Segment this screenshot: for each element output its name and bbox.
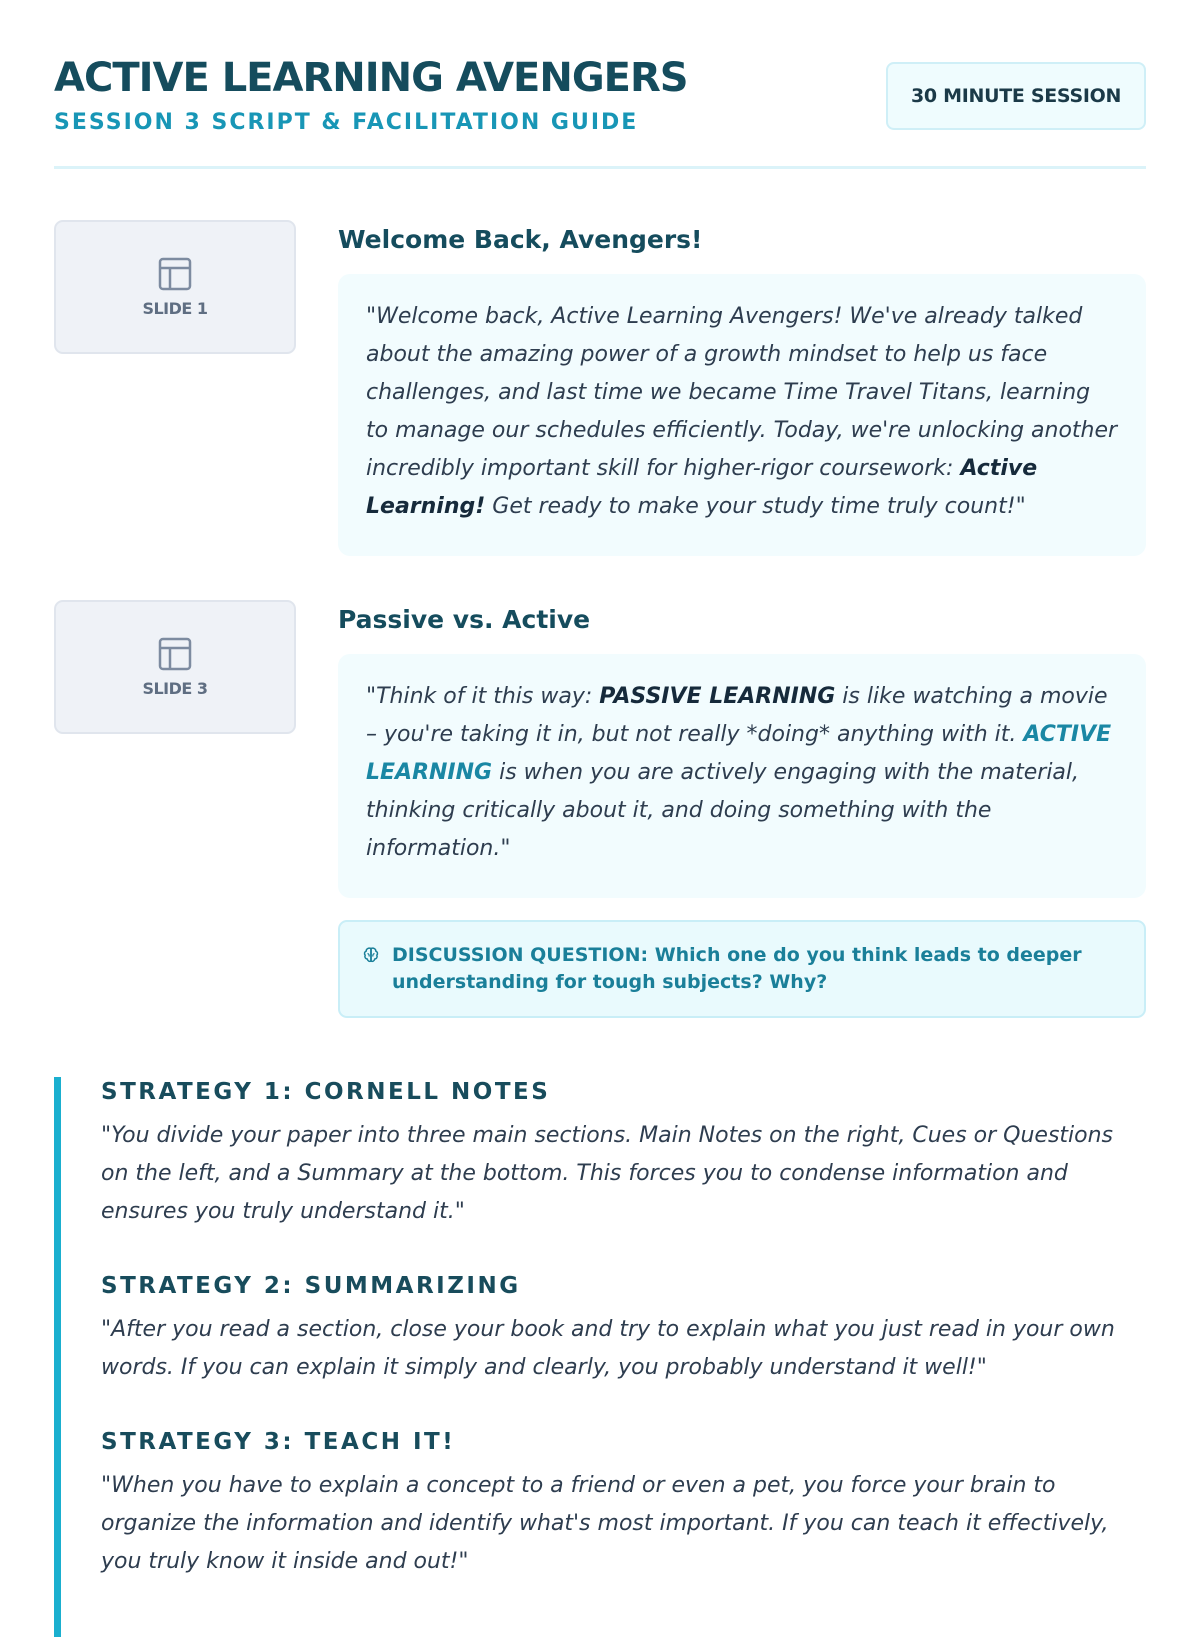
strategy-title: STRATEGY 1: CORNELL NOTES xyxy=(101,1079,551,1105)
script-text: is like watching a movie – you're taking it in, but not really *doing* anything with it. xyxy=(366,684,1108,747)
header xyxy=(54,0,1146,169)
slide-thumbnail-1[interactable] xyxy=(54,220,296,354)
script-emphasis-active: ACTIVE LEARNING xyxy=(366,722,1112,785)
slide-thumbnail-3[interactable] xyxy=(54,600,296,734)
script-emphasis: Active Learning! xyxy=(366,456,1038,519)
section-title: Passive vs. Active xyxy=(338,605,591,634)
strategy-title: STRATEGY 3: TEACH IT! xyxy=(101,1429,456,1455)
script-box xyxy=(338,274,1146,556)
session-duration-badge: 30 MINUTE SESSION xyxy=(886,62,1146,130)
strategy-text: "When you have to explain a concept to a friend or even a pet, you force your brain to organize the information and identify what's most important. If you can teach it effectively, you truly know it inside and out!" xyxy=(101,1473,1109,1574)
page-title: ACTIVE LEARNING AVENGERS xyxy=(54,55,688,101)
script-emphasis-passive: PASSIVE LEARNING xyxy=(599,684,836,709)
strategy-title: STRATEGY 2: SUMMARIZING xyxy=(101,1273,521,1299)
strategy-text: "After you read a section, close your book and try to explain what you just read in your own words. If you can explain it simply and clearly, you probably understand it well!" xyxy=(101,1317,1115,1380)
strategies-block xyxy=(54,1077,1146,1637)
layout-icon xyxy=(158,257,192,291)
slide-label: SLIDE 1 xyxy=(142,298,208,318)
discussion-question: DISCUSSION QUESTION: Which one do you think leads to deeper understanding for tough subjects? Why? xyxy=(392,944,1082,993)
script-text: "Welcome back, Active Learning Avengers! We've already talked about the amazing power of a growth mindset to help us face challenges, and last time we became Time Travel Titans, learning to manage our schedules efficiently. Today, we're unlocking another incredibly important skill for higher-rigor coursework: xyxy=(366,304,1118,481)
script-text: Get ready to make your study time truly count!" xyxy=(485,494,1026,519)
script-box xyxy=(338,654,1146,898)
section-title: Welcome Back, Avengers! xyxy=(338,225,703,254)
slide-label: SLIDE 3 xyxy=(142,678,208,698)
brain-icon xyxy=(362,946,380,964)
strategy-text: "You divide your paper into three main sections. Main Notes on the right, Cues or Questions on the left, and a Summary at the bottom. This forces you to condense information and ensures you truly understand it." xyxy=(101,1123,1114,1224)
strategy-3 xyxy=(101,1427,1146,1581)
section-content xyxy=(338,220,1146,556)
layout-icon xyxy=(158,637,192,671)
script-text: "Think of it this way: xyxy=(366,684,600,709)
section-content xyxy=(338,600,1146,1018)
discussion-question-box xyxy=(338,920,1146,1018)
strategy-2 xyxy=(101,1271,1146,1387)
script-text: is when you are actively engaging with the material, thinking critically about it, and doing something with the information." xyxy=(366,760,1080,861)
strategy-1 xyxy=(101,1077,1146,1231)
page-subtitle: SESSION 3 SCRIPT & FACILITATION GUIDE xyxy=(54,110,639,135)
